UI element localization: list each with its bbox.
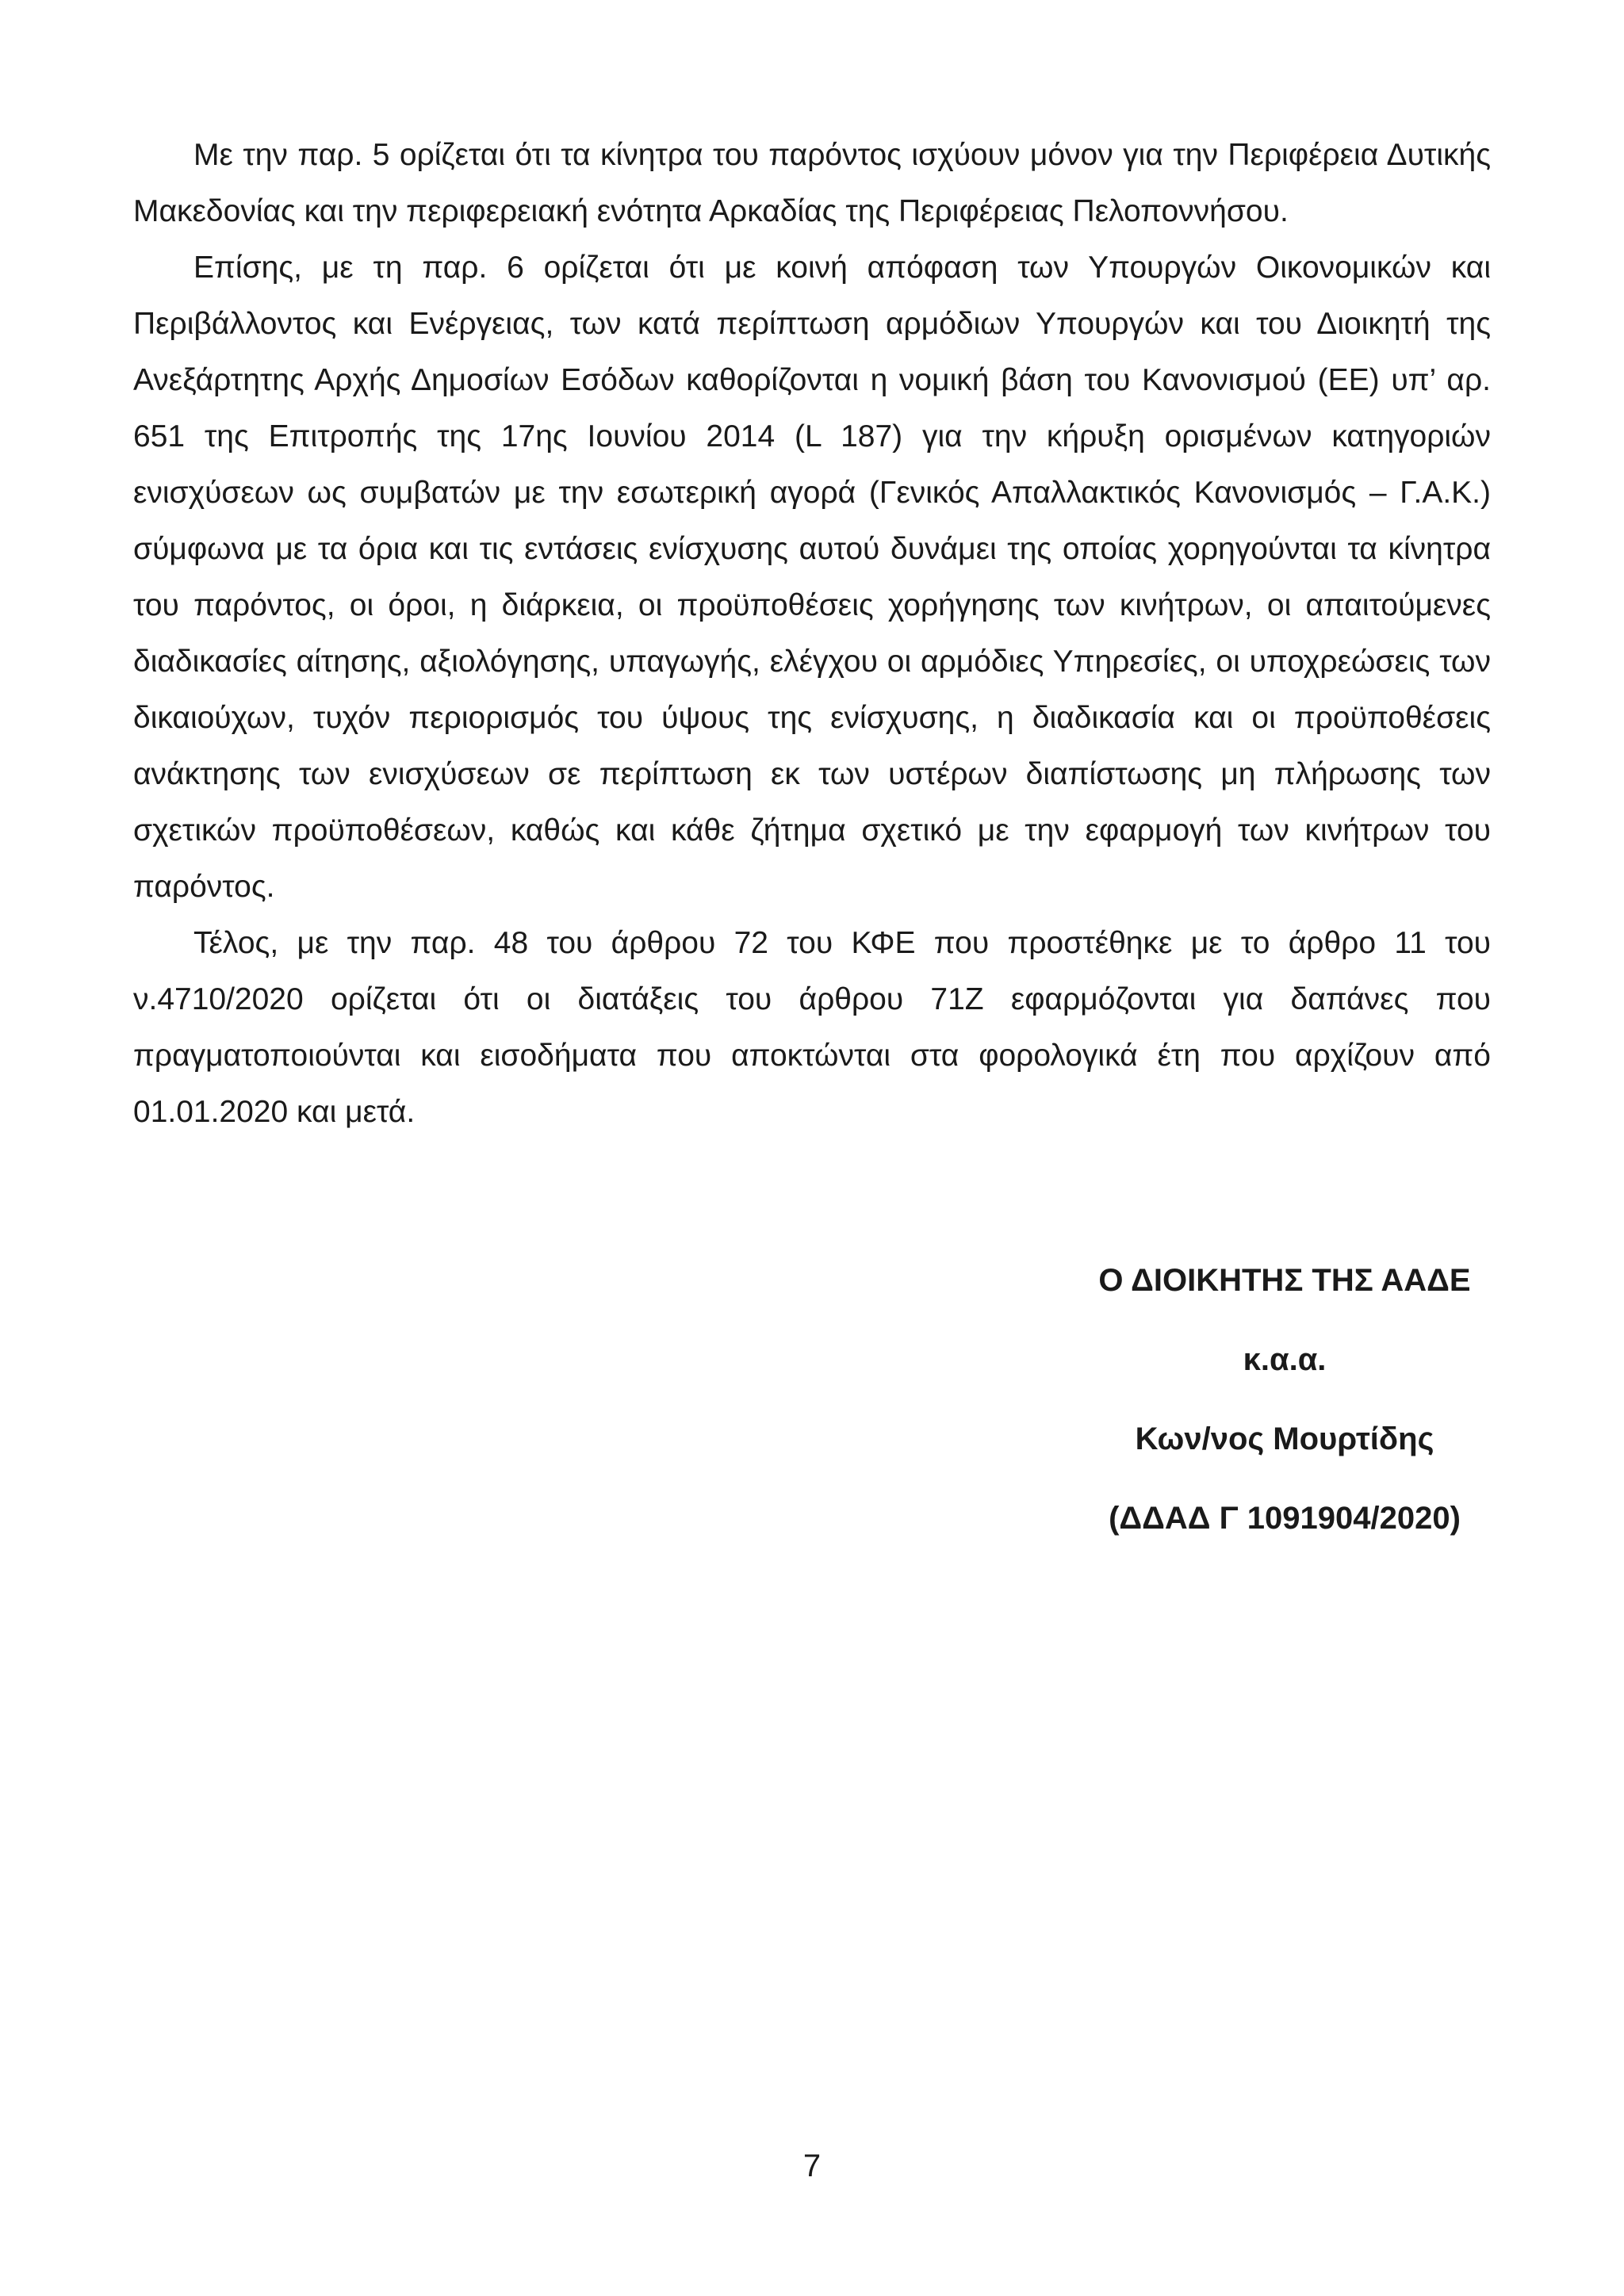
paragraph-2: Επίσης, με τη παρ. 6 ορίζεται ότι με κοινή απόφαση των Υπουργών Οικονομικών και Περιβάλλοντος και Ενέργειας, των κατά περίπτωση αρμόδιων Υπουργών και του Διοικητή της Ανεξάρτητης Αρχής Δημοσίων Εσόδων καθορίζονται η νομική βάση του Κανονισμού (ΕΕ) υπ’ αρ. 651 της Επιτροπής της 17ης Ιουνίου 2014 (L 187) για την κήρυξη ορισμένων κατηγοριών ενισχύσεων ως συμβατών με την εσωτερική αγορά (Γενικός Απαλλακτικός Κανονισμός – Γ.Α.Κ.) σύμφωνα με τα όρια και τις εντάσεις ενίσχυσης αυτού δυνάμει της οποίας χορηγούνται τα κίνητρα του παρόντος, οι όροι, η διάρκεια, οι προϋποθέσεις χορήγησης των κινήτρων, οι απαιτούμενες διαδικασίες αίτησης, αξιολόγησης, υπαγωγής, ελέγχου οι αρμόδιες Υπηρεσίες, οι υποχρεώσεις των δικαιούχων, τυχόν περιορισμός του ύψους της ενίσχυσης, η διαδικασία και οι προϋποθέσεις ανάκτησης των ενισχύσεων σε περίπτωση εκ των υστέρων διαπίστωσης μη πλήρωσης των σχετικών προϋποθέσεων, καθώς και κάθε ζήτημα σχετικό με την εφαρμογή των κινήτρων του παρόντος. — [133, 251, 1491, 904]
signature-reference: (ΔΔΑΔ Γ 1091904/2020) — [1109, 1501, 1461, 1536]
paragraph-1: Με την παρ. 5 ορίζεται ότι τα κίνητρα του παρόντος ισχύουν μόνον για την Περιφέρεια Δυτικής Μακεδονίας και την περιφερειακή ενότητα Αρκαδίας της Περιφέρειας Πελοποννήσου. — [133, 138, 1491, 228]
signature-on-behalf: κ.α.α. — [1243, 1342, 1327, 1377]
document-body — [133, 127, 1491, 1140]
signature-block — [999, 1257, 1570, 1574]
paragraph-3: Τέλος, με την παρ. 48 του άρθρου 72 του ΚΦΕ που προστέθηκε με το άρθρο 11 του ν.4710/2020 ορίζεται ότι οι διατάξεις του άρθρου 71Ζ εφαρμόζονται για δαπάνες που πραγματοποιούνται και εισοδήματα που αποκτώνται στα φορολογικά έτη που αρχίζουν από 01.01.2020 και μετά. — [133, 926, 1491, 1129]
signature-name: Κων/νος Μουρτίδης — [1135, 1422, 1434, 1456]
signature-title: Ο ΔΙΟΙΚΗΤΗΣ ΤΗΣ ΑΑΔΕ — [1098, 1263, 1471, 1298]
page-number: 7 — [802, 2149, 822, 2183]
